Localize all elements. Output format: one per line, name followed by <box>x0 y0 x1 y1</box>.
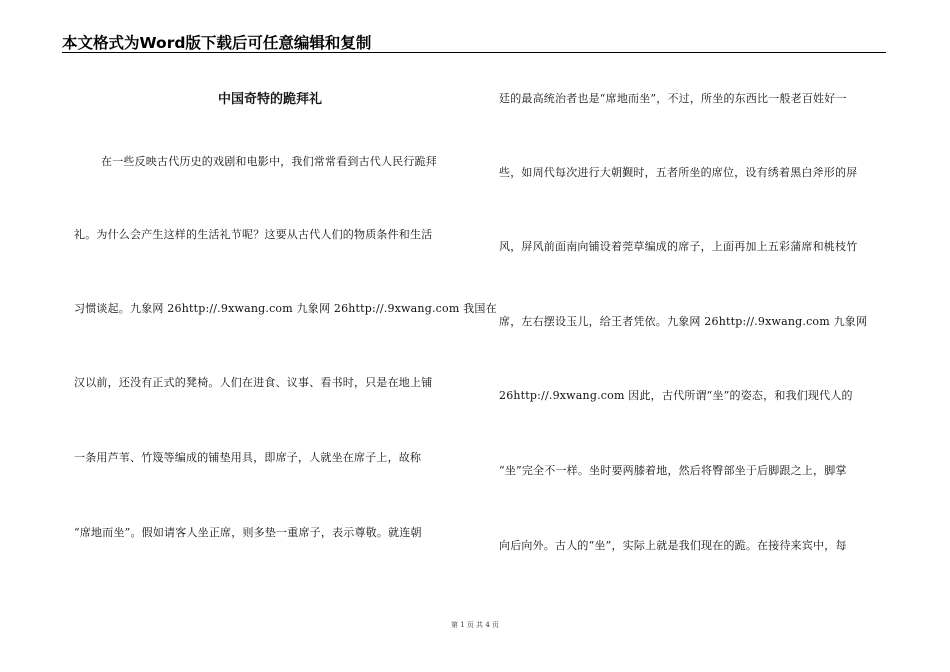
article-title: 中国奇特的跪拜礼 <box>217 92 322 107</box>
text-line: 在一些反映古代历史的戏剧和电影中，我们常常看到古代人民行跪拜 <box>101 155 437 168</box>
text-line: “坐”完全不一样。坐时要两膝着地，然后将臀部坐于后脚跟之上，脚掌 <box>499 464 847 477</box>
text-line: 席，左右摆设玉儿，给王者凭依。九象网 26http://.9xwang.com 九象网 <box>499 315 868 328</box>
text-line: 汉以前，还没有正式的凳椅。人们在进食、议事、看书时，只是在地上铺 <box>74 376 433 389</box>
text-line: 一条用芦苇、竹篾等编成的铺垫用具，即席子，人就坐在席子上，故称 <box>74 451 422 464</box>
text-line: 些，如周代每次进行大朝觐时，五者所坐的席位，设有绣着黑白斧形的屏 <box>499 166 858 179</box>
header-rule <box>62 52 886 53</box>
text-line: 26http://.9xwang.com 因此，古代所谓“坐”的姿态，和我们现代人的 <box>499 389 853 402</box>
text-line: 廷的最高统治者也是“席地而坐”，不过，所坐的东西比一般老百姓好一 <box>499 92 847 105</box>
text-line: 习惯谈起。九象网 26http://.9xwang.com 九象网 26http://.9xwang.com 我国在 <box>74 302 497 315</box>
text-line: 礼。为什么会产生这样的生活礼节呢？这要从古代人们的物质条件和生活 <box>74 228 433 241</box>
document-header-title: 本文格式为Word版下载后可任意编辑和复制 <box>62 34 372 52</box>
text-line: “席地而坐”。假如请客人坐正席，则多垫一重席子，表示尊敬。就连朝 <box>74 526 422 539</box>
text-line: 向后向外。古人的“坐”，实际上就是我们现在的跪。在接待来宾中，每 <box>499 539 847 552</box>
page-number: 第 1 页 共 4 页 <box>450 621 500 629</box>
text-line: 风，屏风前面南向铺设着莞草编成的席子，上面再加上五彩蒲席和桃枝竹 <box>499 240 858 253</box>
